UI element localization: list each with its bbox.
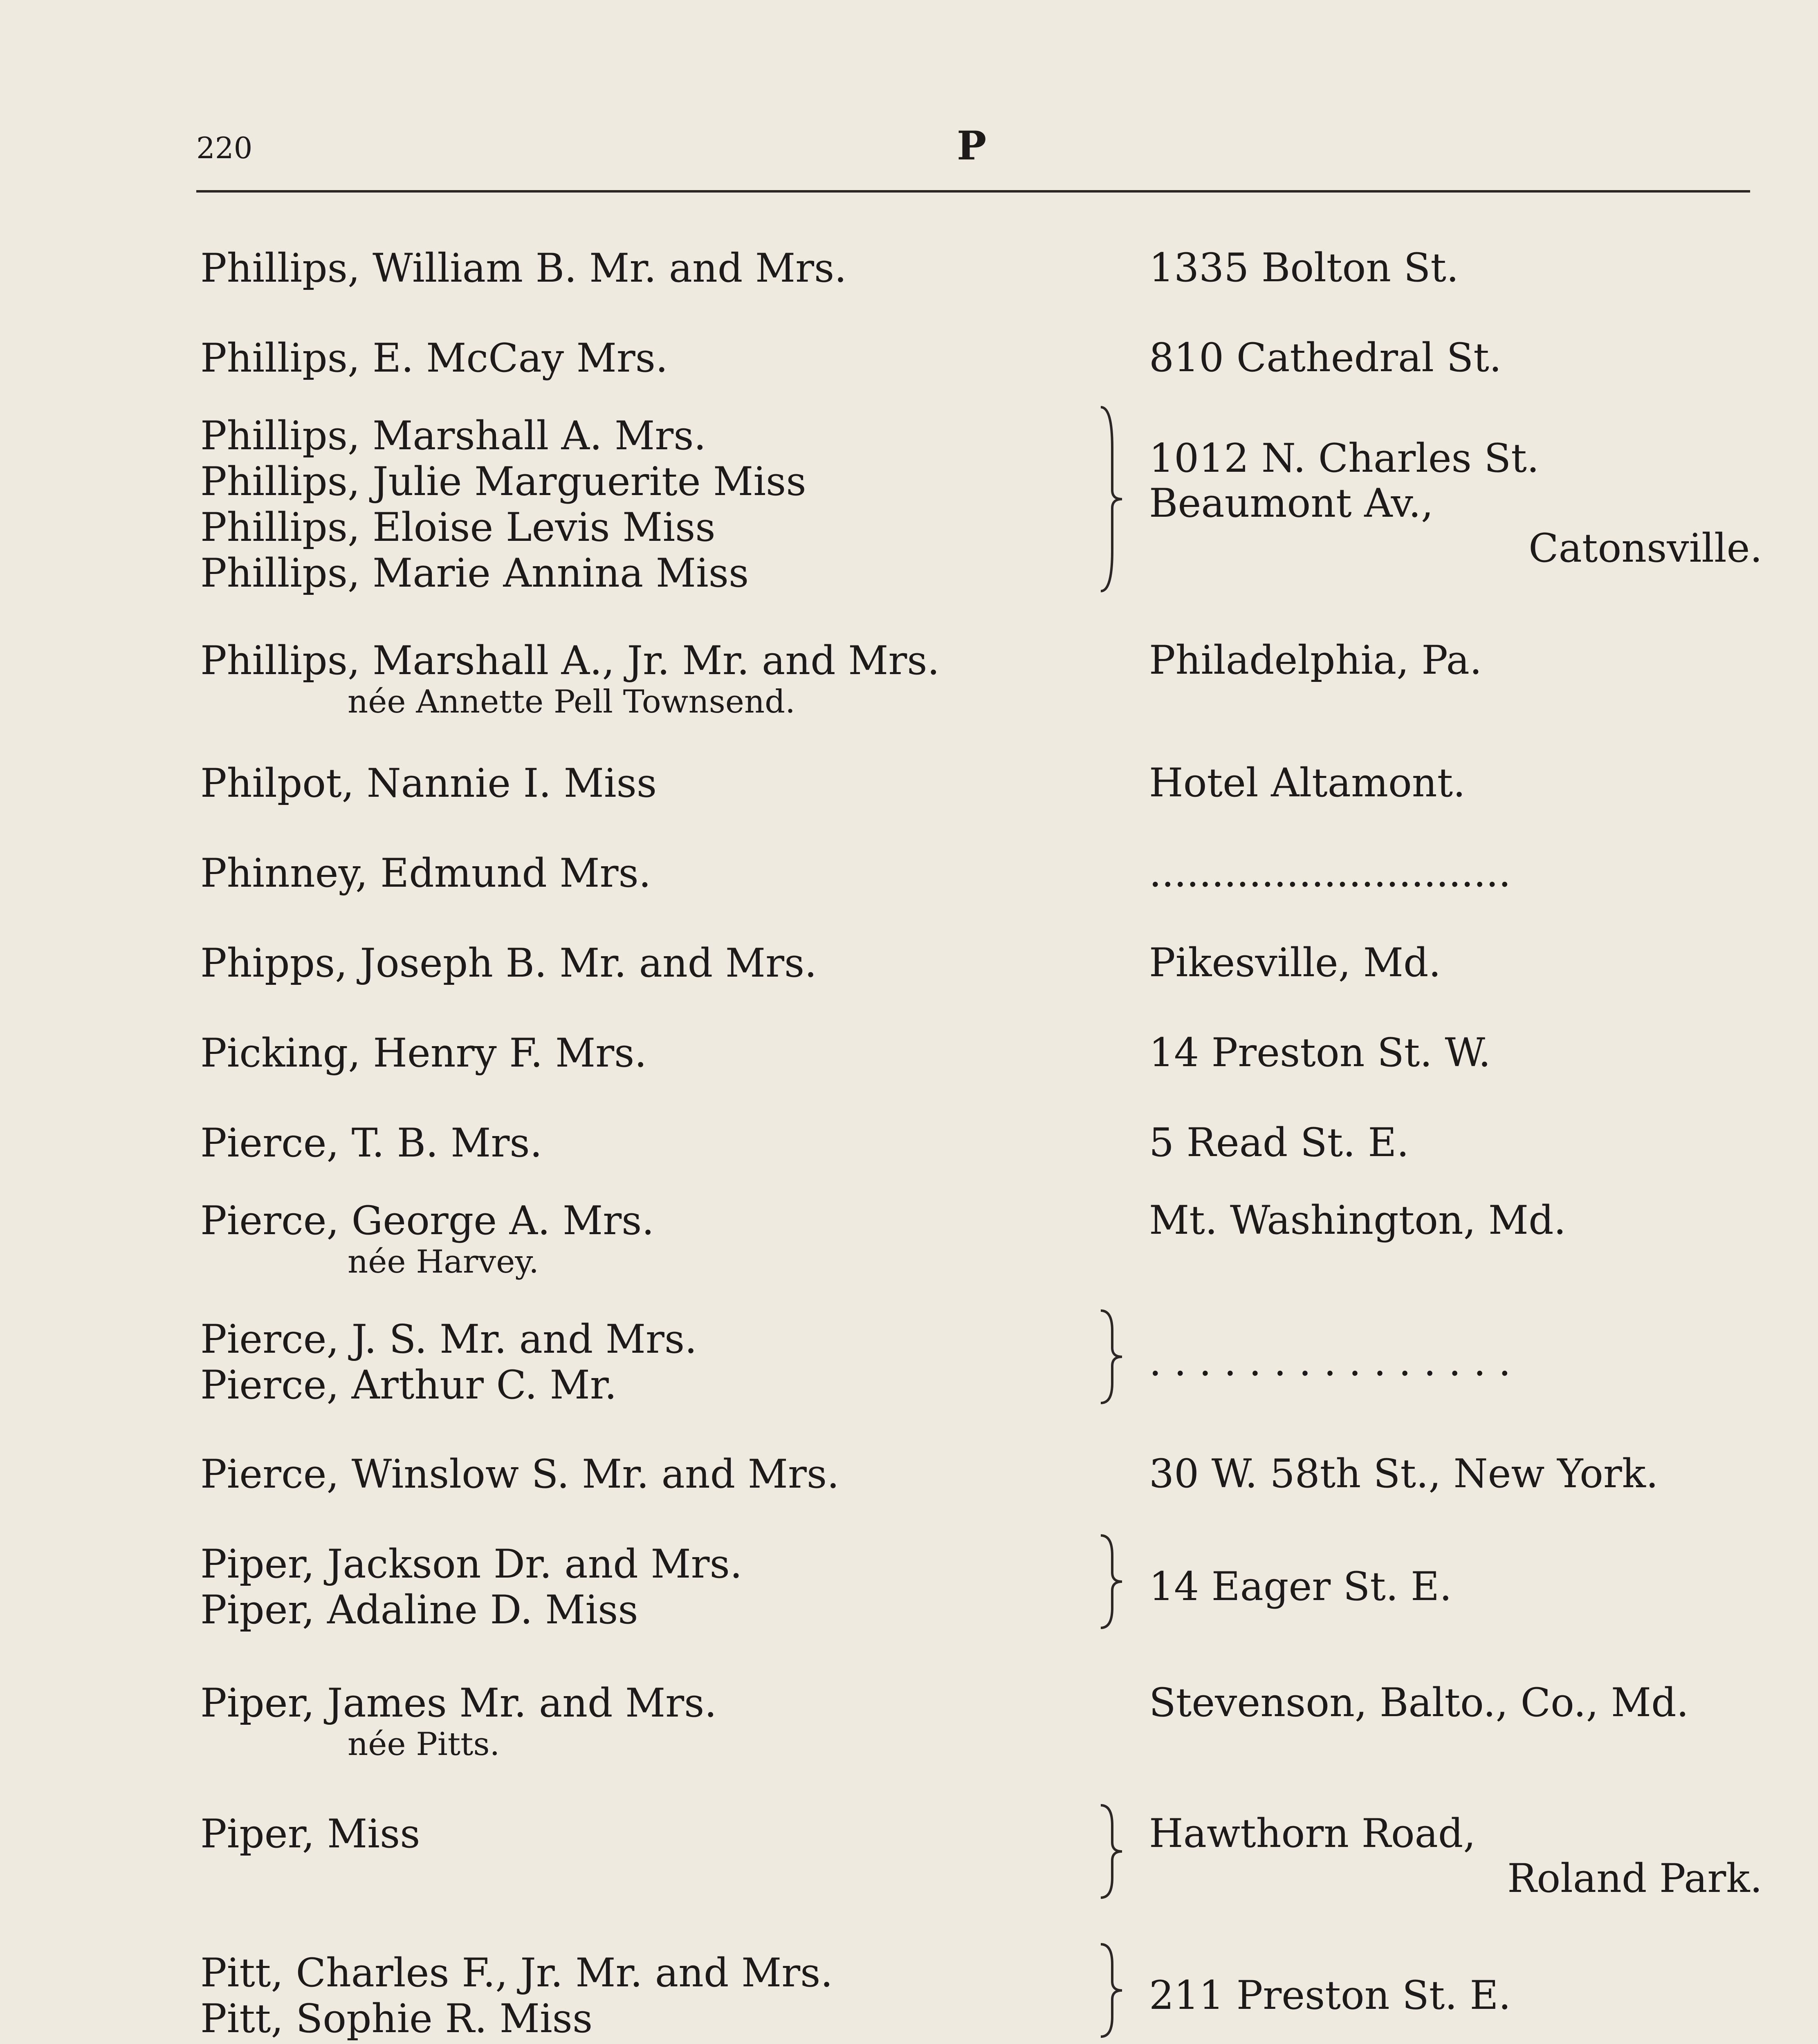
entry-names <box>200 850 1080 896</box>
grouping-brace <box>1096 1309 1124 1405</box>
entry-names <box>200 940 1080 986</box>
resident-name: Pierce, George A. Mrs. <box>200 1198 654 1244</box>
resident-name: Picking, Henry F. Mrs. <box>200 1030 647 1076</box>
entry-names <box>200 1811 1080 1857</box>
grouping-brace <box>1096 1943 1124 2038</box>
entry-names <box>200 245 1080 291</box>
entry-names <box>200 335 1080 381</box>
entry-address <box>1149 335 1762 380</box>
address-line: 1335 Bolton St. <box>1149 245 1459 291</box>
address-line: Beaumont Av., <box>1149 480 1434 526</box>
address-line: Mt. Washington, Md. <box>1149 1197 1567 1243</box>
address-line: Hawthorn Road, <box>1149 1811 1476 1856</box>
entry-address <box>1149 1973 1762 2018</box>
entry-address <box>1149 1680 1762 1725</box>
address-line: ............................. <box>1149 850 1511 896</box>
entry-names <box>200 1541 1080 1633</box>
address-line: Catonsville. <box>1528 525 1762 571</box>
grouping-brace <box>1096 1534 1124 1629</box>
resident-name: Piper, Adaline D. Miss <box>200 1587 638 1633</box>
entry-names <box>200 1120 1080 1166</box>
maiden-name: née Pitts. <box>348 1726 500 1763</box>
maiden-name: née Harvey. <box>348 1244 539 1280</box>
resident-name: Pitt, Charles F., Jr. Mr. and Mrs. <box>200 1950 833 1996</box>
entry-address <box>1149 1451 1762 1496</box>
entry-address <box>1149 1198 1762 1243</box>
resident-name: Piper, Jackson Dr. and Mrs. <box>200 1541 743 1587</box>
address-line: . . . . . . . . . . . . . . . <box>1149 1339 1511 1385</box>
address-line: Philadelphia, Pa. <box>1149 637 1482 683</box>
entry-names <box>200 1316 1080 1408</box>
address-line: 1012 N. Charles St. <box>1149 435 1540 481</box>
entry-address <box>1149 1030 1762 1075</box>
address-line: 30 W. 58th St., New York. <box>1149 1451 1659 1497</box>
resident-name: Phipps, Joseph B. Mr. and Mrs. <box>200 940 817 986</box>
address-line: 810 Cathedral St. <box>1149 335 1502 381</box>
entry-address <box>1149 245 1762 290</box>
address-line: 14 Preston St. W. <box>1149 1030 1491 1076</box>
page-number: 220 <box>196 131 253 165</box>
entry-address <box>1149 638 1762 683</box>
resident-name: Pierce, J. S. Mr. and Mrs. <box>200 1316 697 1362</box>
resident-name: Phinney, Edmund Mrs. <box>200 850 651 896</box>
resident-name: Philpot, Nannie I. Miss <box>200 760 657 806</box>
resident-name: Phillips, E. McCay Mrs. <box>200 335 668 381</box>
entry-names <box>200 413 1080 596</box>
resident-name: Pierce, T. B. Mrs. <box>200 1120 543 1166</box>
resident-name: Pitt, Sophie R. Miss <box>200 1996 593 2042</box>
resident-name: Phillips, Marshall A. Mrs. <box>200 413 706 459</box>
section-letter: P <box>957 123 987 169</box>
resident-name: Phillips, Eloise Levis Miss <box>200 504 716 550</box>
entry-names <box>200 638 1080 720</box>
resident-name: Phillips, Julie Marguerite Miss <box>200 459 806 504</box>
entry-names <box>200 1680 1080 1763</box>
resident-name: Phillips, Marshall A., Jr. Mr. and Mrs. <box>200 638 940 684</box>
entry-address <box>1149 760 1762 805</box>
entry-address <box>1149 1564 1762 1609</box>
header-rule <box>196 190 1750 193</box>
address-line: Hotel Altamont. <box>1149 760 1466 806</box>
address-line: 211 Preston St. E. <box>1149 1972 1511 2018</box>
entry-names <box>200 1950 1080 2042</box>
entry-names <box>200 1030 1080 1076</box>
address-line: Stevenson, Balto., Co., Md. <box>1149 1680 1689 1726</box>
resident-name: Piper, Miss <box>200 1811 420 1857</box>
grouping-brace <box>1096 406 1124 593</box>
entry-names <box>200 1198 1080 1280</box>
grouping-brace <box>1096 1804 1124 1899</box>
resident-name: Phillips, William B. Mr. and Mrs. <box>200 245 847 291</box>
entry-address <box>1149 940 1762 985</box>
address-line: 14 Eager St. E. <box>1149 1564 1452 1609</box>
entry-address <box>1149 1811 1762 1901</box>
address-line: Pikesville, Md. <box>1149 940 1441 986</box>
resident-name: Pierce, Arthur C. Mr. <box>200 1362 617 1408</box>
entry-address <box>1149 850 1762 895</box>
resident-name: Pierce, Winslow S. Mr. and Mrs. <box>200 1451 839 1497</box>
address-line: 5 Read St. E. <box>1149 1120 1409 1165</box>
address-line: Roland Park. <box>1507 1856 1762 1901</box>
resident-name: Phillips, Marie Annina Miss <box>200 550 749 596</box>
entry-address <box>1149 1339 1762 1384</box>
entry-names <box>200 1451 1080 1497</box>
entry-names <box>200 760 1080 806</box>
entry-address <box>1149 1120 1762 1165</box>
maiden-name: née Annette Pell Townsend. <box>348 684 795 720</box>
entry-address <box>1149 436 1762 571</box>
resident-name: Piper, James Mr. and Mrs. <box>200 1680 717 1726</box>
